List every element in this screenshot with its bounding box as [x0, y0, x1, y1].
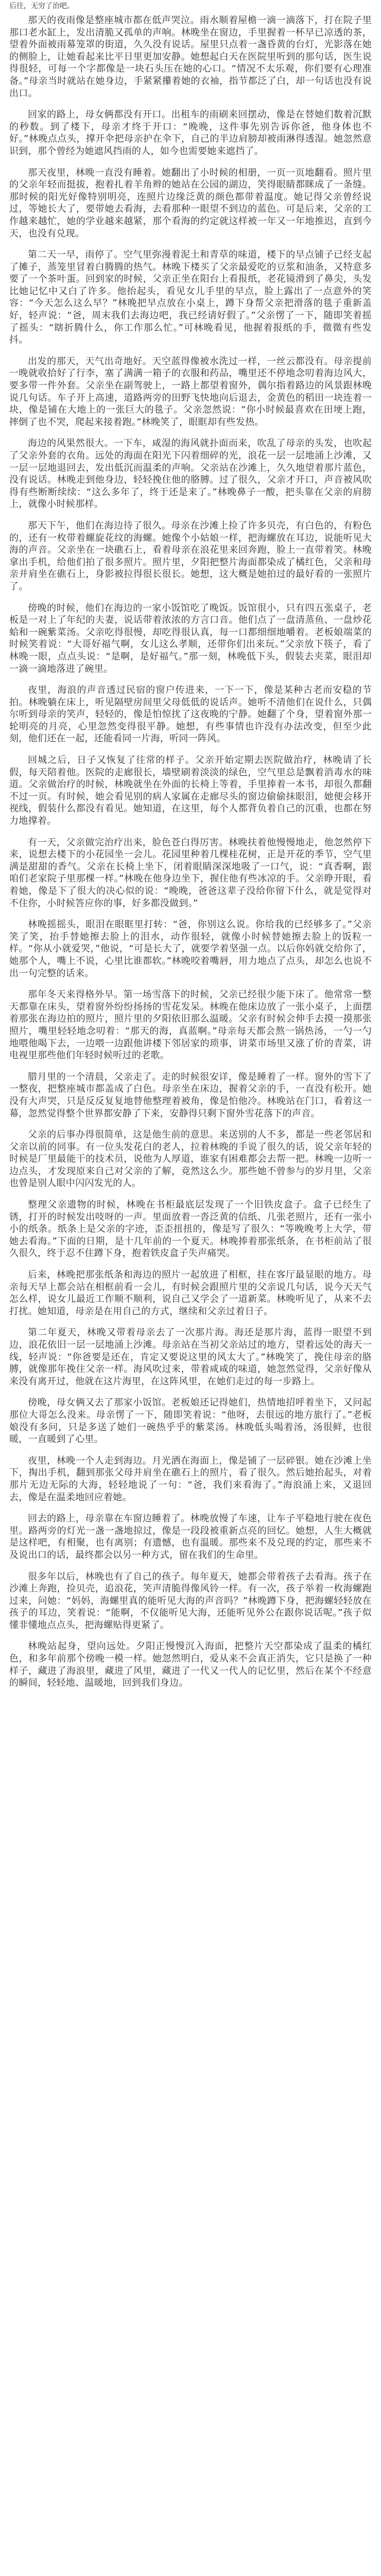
paragraph: 林晚摇摇头，眼泪在眼眶里打转：“爸，你别这么说。你给我的已经够多了。”父亲笑了笑，抬手替她擦去脸上的泪水，动作很轻，就像小时候替她擦去脸上的饭粒一样。“你从小就爱哭，”他说，“可是长大了，就要学着坚强一点。以后你妈就交给你了，她那个人，嘴上不说，心里比谁都软。”林晚咬着嘴唇，用力地点了点头，却怎么也说不出一句完整的话来。	[9, 919, 372, 979]
paragraph: 那天夜里，林晚一直没有睡着。她翻出了小时候的相册，一页一页地翻看。照片里的父亲年轻而挺拔，抱着扎着羊角辫的她站在公园的湖边，笑得眼睛都眯成了一条缝。那时候的阳光好像特别明亮，连照片边缘泛黄的颜色都带着温度。她记得父亲曾经说过，等她长大了，要带她去看海，去看那种一眼望不到边的蓝色。可是后来，父亲的工作越来越忙，她的学业越来越紧，那个看海的约定就这样被一年又一年地推迟，直到今天，也没有兑现。	[9, 167, 372, 239]
paragraph: 后来，林晚把那张纸条和海边的照片一起放进了相框，挂在客厅最显眼的地方。母亲每天早上都会站在相框前看一会儿，有时候会跟照片里的父亲说几句话，说今天天气怎么样，说女儿最近工作顺不顺利，说自己又学会了一道新菜。林晚听见了，从来不去打扰。她知道，母亲是在用自己的方式，继续和父亲过着日子。	[9, 1269, 372, 1317]
paragraph: 夜里，海浪的声音透过民宿的窗户传进来，一下一下，像是某种古老而安稳的节拍。林晚躺在床上，听见隔壁房间里父母低低的说话声。她听不清他们在说什么，只偶尔听到母亲的笑声，轻轻的，像是怕惊扰了这夜晚的宁静。她翻了个身，望着窗外那一轮明亮的月亮，心里忽然变得很平静。她想，有些事情也许没有办法改变，但至少此刻，他们还在一起，还能看同一片海，听同一阵风。	[9, 685, 372, 744]
paragraph: 整理父亲遗物的时候，林晚在书柜最底层发现了一个旧铁皮盒子。盒子已经生了锈，打开的时候发出吱呀的一声。里面放着一沓泛黄的信纸、几张老照片，还有一张小小的纸条。纸条上是父亲的字迹，歪歪扭扭的，像是写了很久：“等晚晚考上大学，带她去看海。”下面的日期，是十几年前的一个夏天。林晚捧着那张纸条，在书柜前站了很久很久，终于忍不住蹲下身，抱着铁皮盒子失声痛哭。	[9, 1199, 372, 1259]
paragraph: 很多年以后，林晚也有了自己的孩子。每年夏天，她都会带着孩子去看海。孩子在沙滩上奔跑，捡贝壳，追浪花，笑声清脆得像风铃一样。有一次，孩子举着一枚海螺跑过来，问她：“妈妈，海螺里真的能听见大海的声音吗？”林晚蹲下身，把海螺轻轻放在孩子的耳边，笑着说：“能啊，不仅能听见大海，还能听见外公在跟你说话呢。”孩子似懂非懂地点点头，把海螺贴得更紧了。	[9, 1571, 372, 1631]
paragraph: 回家的路上，母女俩都没有开口。出租车的雨刷来回摆动，像是在替她们数着沉默的秒数。到了楼下，母亲才终于开口：“晚晚，这件事先别告诉你爸，他身体也不好。”林晚点点头，撑开伞把母亲护在伞下，自己的半边肩膀却被雨淋得透湿。她忽然意识到，那个曾经为她遮风挡雨的人，如今也需要她来遮挡了。	[9, 109, 372, 157]
paragraph: 第二天一早，雨停了。空气里弥漫着泥土和青草的味道，楼下的早点铺子已经支起了摊子，蒸笼里冒着白腾腾的热气。林晚下楼买了父亲最爱吃的豆浆和油条，又特意多要了一个茶叶蛋。回到家的时候，父亲正坐在阳台上看报纸，老花镜滑到了鼻尖，头发比她记忆中又白了许多。他抬起头，看见女儿手里的早点，脸上露出了一点意外的笑容：“今天怎么这么早？”林晚把早点放在小桌上，蹲下身帮父亲把滑落的毯子重新盖好，轻声说：“爸，周末我们去海边吧，我已经请好假了。”父亲愣了一下，随即笑着摇了摇头：“瞎折腾什么，你工作那么忙。”可林晚看见，他握着报纸的手，微微有些发抖。	[9, 249, 372, 346]
paragraph: 回城之后，日子又恢复了往常的样子。父亲开始定期去医院做治疗，林晚请了长假，每天陪着他。医院的走廊很长，墙壁刷着淡淡的绿色，空气里总是飘着消毒水的味道。父亲做治疗的时候，林晚就坐在外面的长椅上等着，手里捧着一本书，却很久都翻不过一页。有时候，她会看见别的病人家属在走廊尽头的窗边偷偷抹眼泪，她便会移开视线，假装什么都没有看见。她知道，在这里，每个人都背负着自己的沉重，也都在努力地撑着。	[9, 755, 372, 827]
paragraph: 林晚站起身，望向远处。夕阳正慢慢沉入海面，把整片天空都染成了温柔的橘红色，和多年前那个傍晚一模一样。她忽然明白，爱从来不会真正消失，它只是换了一种样子，藏进了海浪里，藏进了风里，藏进了一代又一代人的记忆里，然后在某个不经意的瞬间，轻轻地、温暖地，回到我们身边。	[9, 1641, 372, 1689]
paragraph: 父亲的后事办得很简单，这是他生前的意思。来送别的人不多，都是一些老邻居和父亲以前的同事。有一位头发花白的老人，拉着林晚的手说了很久的话，说父亲年轻的时候是厂里最能干的技术员，说他为人厚道，谁家有困难都会去帮一把。林晚一边听一边点头，才发现原来自己对父亲的了解，竟然这么少。那些她不曾参与的岁月里，父亲也曾是别人眼中闪闪发光的人。	[9, 1129, 372, 1189]
paragraph: 那年冬天来得格外早。第一场雪落下的时候，父亲已经很少能下床了。他常常一整天都靠在床头，望着窗外纷纷扬扬的雪花发呆。林晚在他床边放了一张小桌子，上面摆着那张在海边拍的照片，照片里的夕阳依旧那么温暖。父亲有时候会伸手去摸一摸那张照片，嘴里轻轻地念叨着：“那天的海，真蓝啊。”母亲每天都会熬一锅热汤，一勺一勺地喂他喝下去，一边喂一边跟他讲楼下邻居家的琐事，讲菜市场里又涨了价的青菜，讲电视里那些他们年轻时候听过的老歌。	[9, 989, 372, 1061]
paragraph: 腊月里的一个清晨，父亲走了。走的时候很安详，像是睡着了一样。窗外的雪下了一整夜，把整座城市都盖成了白色。母亲坐在床边，握着父亲的手，一直没有松开。她没有大声哭，只是反反复复地替他整理着被角，像是怕他冷。林晚站在门口，看着这一幕，忽然觉得整个世界都安静了下来，安静得只剩下窗外雪花落下的声音。	[9, 1071, 372, 1119]
paragraph: 傍晚的时候，他们在海边的一家小饭馆吃了晚饭。饭馆很小，只有四五张桌子，老板是一对上了年纪的夫妻，说话带着浓浓的方言口音。他们点了一盘清蒸鱼、一盘炒花蛤和一碗紫菜汤。父亲吃得很慢，却吃得很认真，每一口都细细地嚼着。老板娘端菜的时候笑着说：“大哥好福气啊，女儿这么孝顺，还带你们出来玩。”父亲放下筷子，看了林晚一眼，点点头说：“是啊，是好福气。”那一刻，林晚低下头，假装去夹菜，眼泪却一滴一滴地落进了碗里。	[9, 602, 372, 674]
paragraph: 傍晚，母女俩又去了那家小饭馆。老板娘还记得她们，热情地招呼着坐下，又问起那位大哥怎么没来。母亲愣了一下，随即笑着说：“他呀，去很远的地方旅行了。”老板娘没有多问，只是多送了她们一碗热乎乎的紫菜汤。林晚低头喝着汤，汤很鲜，也很暖，一直暖到了心里。	[9, 1397, 372, 1445]
paragraph: 有一天，父亲做完治疗出来，脸色苍白得厉害。林晚扶着他慢慢地走，他忽然停下来，说想去楼下的小花园坐一会儿。花园里种着几棵桂花树，正是开花的季节，空气里满是甜甜的香气。父亲在长椅上坐下，闭着眼睛深深地吸了一口气，说：“真香啊，跟咱们老家院子里那棵一样。”林晚在他身边坐下，握住他有些冰凉的手。父亲睁开眼，看着她，像是下了很大的决心似的说：“晚晚，爸爸这辈子没给你留下什么，就是觉得对不住你，小时候答应你的事，好多都没做到。”	[9, 837, 372, 909]
header-note: 后往，无穷了治吧。	[9, 2, 74, 10]
article-body	[9, 14, 372, 1689]
paragraph: 出发的那天，天气出奇地好。天空蓝得像被水洗过一样，一丝云都没有。母亲提前一晚就收拾好了行李，塞了满满一箱子的衣服和药品，嘴里还不停地念叨着海边风大，要多带一件外套。父亲坐在副驾驶上，一路上都望着窗外，偶尔指着路边的风景跟林晚说几句话。车子开上高速，道路两旁的田野飞快地向后退去，金黄色的稻田一块连着一块，像是铺在大地上的一张巨大的毯子。父亲忽然说：“你小时候最喜欢在田埂上跑，摔倒了也不哭，爬起来接着跑。”林晚笑了，眼眶却有些发热。	[9, 355, 372, 428]
paragraph: 夜里，林晚一个人走到海边。月光洒在海面上，像是铺了一层碎银。她在沙滩上坐下，掏出手机，翻到那张父母并肩坐在礁石上的照片，看了很久。然后她抬起头，对着那片无边无际的大海，轻轻地说了一句：“爸，我们来看海了。”海浪涌上来，又退回去，像是在温柔地回应着她。	[9, 1455, 372, 1503]
paragraph: 那天下午，他们在海边待了很久。母亲在沙滩上捡了许多贝壳，有白色的，有粉色的，还有一枚带着螺旋花纹的海螺。她像个小姑娘一样，把海螺放在耳边，说能听见大海的声音。父亲坐在一块礁石上，看着母亲在浪花里来回奔跑，脸上一直带着笑。林晚拿出手机，给他们拍了很多照片。照片里，夕阳把整片海面都染成了橘红色，父亲和母亲并肩坐在礁石上，身影被拉得很长很长。她想，这大概是她拍过的最好看的一张照片了。	[9, 520, 372, 592]
paragraph: 那天的夜雨像是整座城市都在低声哭泣。雨水顺着屋檐一滴一滴落下，打在院子里那口老水缸上，发出清脆又孤单的声响。林晚坐在窗边，手里握着一杯早已凉透的茶，望着外面被雨幕笼罩的街道，久久没有说话。屋里只点着一盏昏黄的台灯，光影落在她的侧脸上，让她看起来比平日里更加安静。她想起白天在医院里听到的那句话，医生说得很轻，可每一个字都像是一块石头压在她的心口。“情况不太乐观，你们要有心理准备。”母亲当时就站在她身边，手紧紧攥着她的衣袖，指节都泛了白，却一句话也没有说出口。	[9, 15, 372, 99]
paragraph: 海边的风果然很大。一下车，咸湿的海风就扑面而来，吹乱了母亲的头发，也吹起了父亲外套的衣角。远处的海面在阳光下闪着细碎的光，浪花一层一层地涌上沙滩，又一层一层地退回去，发出低沉而温柔的声响。父亲站在沙滩上，久久地望着那片蓝色，没有说话。林晚走到他身边，轻轻挽住他的胳膊。过了很久，父亲才开口，声音被风吹得有些断断续续：“这么多年了，终于还是来了。”林晚鼻子一酸，把头靠在父亲的肩膀上，就像小时候那样。	[9, 438, 372, 510]
paragraph: 回去的路上，母亲靠在车窗边睡着了。林晚放慢了车速，让车子平稳地行驶在夜色里。路两旁的灯光一盏一盏地掠过，像是一段段被重新点亮的回忆。她想，人生大概就是这样吧，有相聚，也有离别；有遗憾，也有温暖。那些来不及兑现的约定，那些来不及说出口的话，最终都会以另一种方式，留在我们的生命里。	[9, 1513, 372, 1561]
paragraph: 第二年夏天，林晚又带着母亲去了一次那片海。海还是那片海，蓝得一眼望不到边，浪花依旧一层一层地涌上沙滩。母亲站在当初父亲站过的地方，望着远处的海天一线，轻声说：“你爸要是还在，肯定又要说这里的风太大了。”林晚笑了，挽住母亲的胳膊，就像那年挽住父亲一样。海风吹过来，带着咸咸的味道，她忽然觉得，父亲好像从来没有离开过，他就在这片海里，在这阵风里，在她们走过的每一步路上。	[9, 1327, 372, 1387]
